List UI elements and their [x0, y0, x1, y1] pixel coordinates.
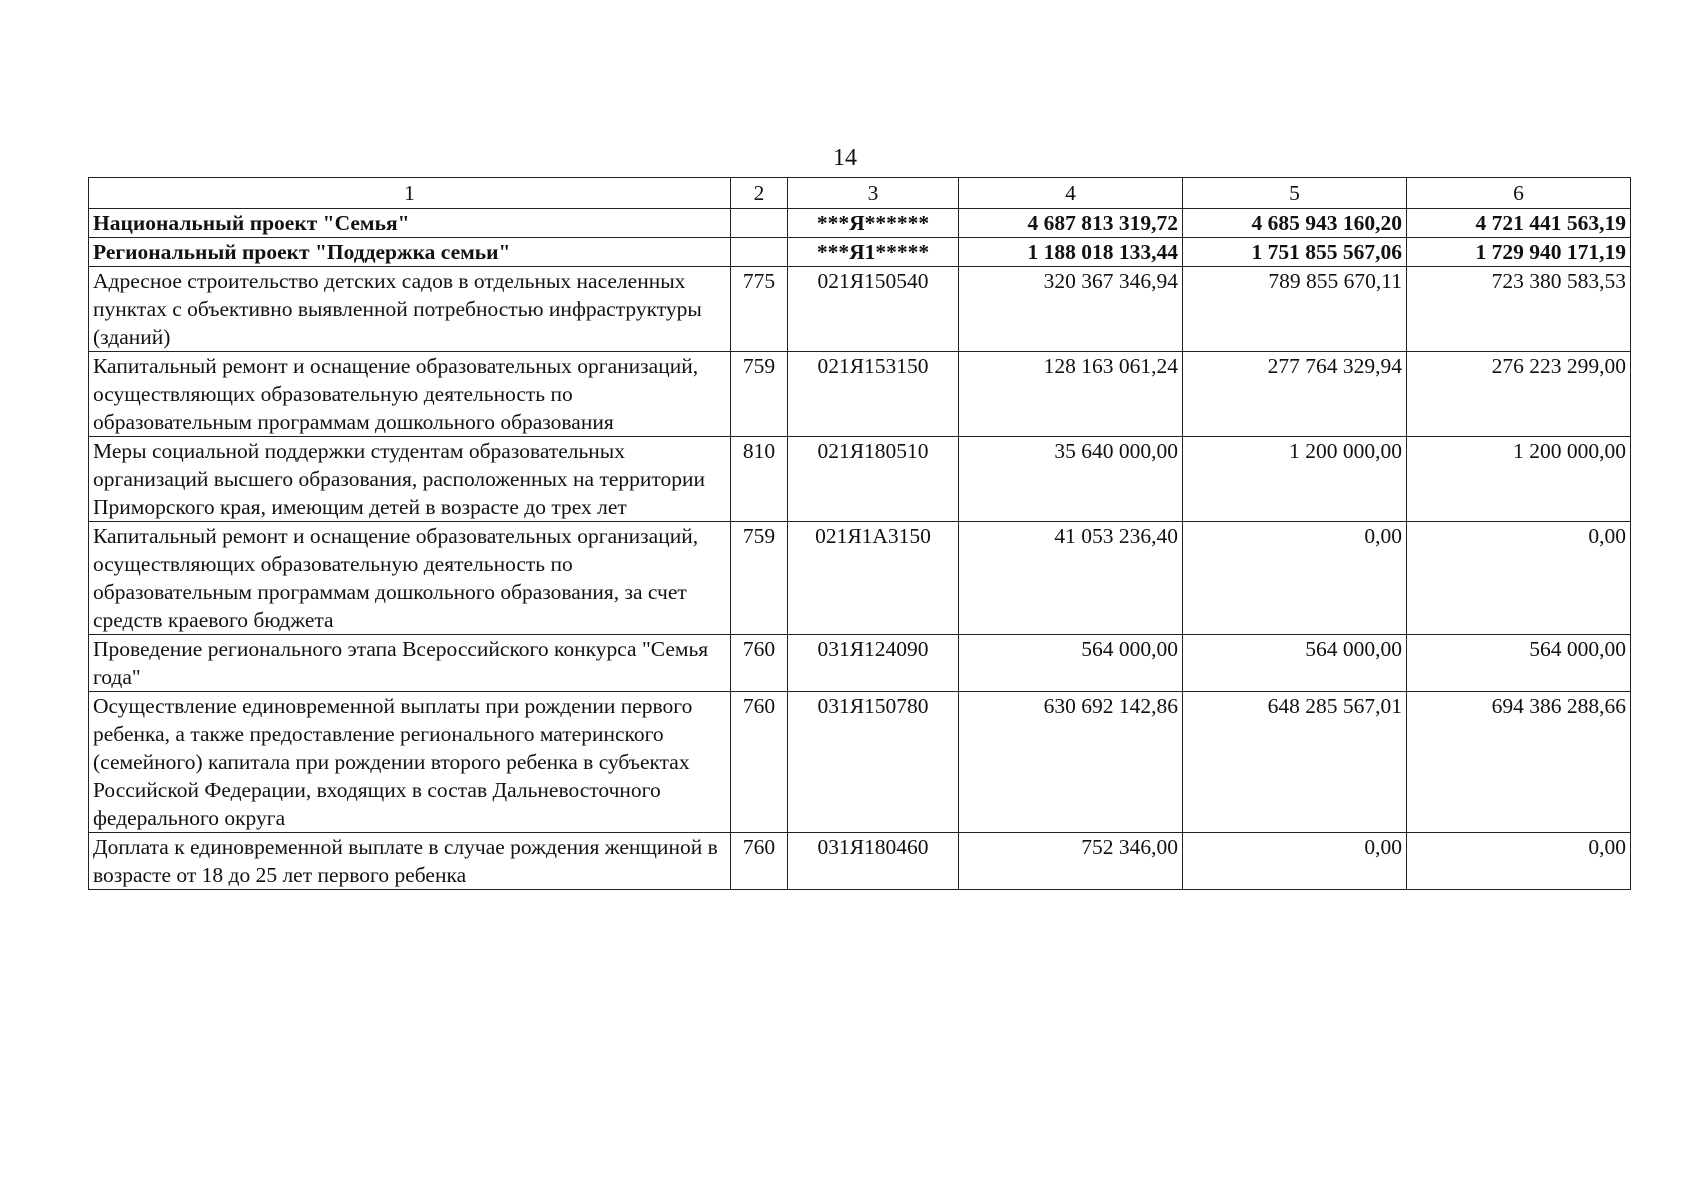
table-row [89, 352, 1631, 437]
row-amount-col5: 1 751 855 567,06 [1183, 238, 1407, 267]
row-amount-col4: 41 053 236,40 [959, 522, 1183, 635]
table-row [89, 437, 1631, 522]
row-target-article: ***Я****** [788, 209, 959, 238]
row-name: Капитальный ремонт и оснащение образовательных организаций, осуществляющих образовательную деятельность по образовательным программам дошкольного образования, за счет средств краевого бюджета [89, 522, 731, 635]
row-amount-col5: 4 685 943 160,20 [1183, 209, 1407, 238]
row-amount-col6: 564 000,00 [1407, 635, 1631, 692]
row-amount-col5: 277 764 329,94 [1183, 352, 1407, 437]
row-amount-col6: 694 386 288,66 [1407, 692, 1631, 833]
row-grbs-code: 810 [731, 437, 788, 522]
row-name: Национальный проект "Семья" [89, 209, 731, 238]
row-grbs-code: 760 [731, 635, 788, 692]
row-name: Капитальный ремонт и оснащение образовательных организаций, осуществляющих образовательную деятельность по образовательным программам дошкольного образования [89, 352, 731, 437]
row-grbs-code [731, 209, 788, 238]
column-header: 3 [788, 178, 959, 209]
row-amount-col5: 789 855 670,11 [1183, 267, 1407, 352]
column-header: 6 [1407, 178, 1631, 209]
row-target-article: 031Я124090 [788, 635, 959, 692]
row-amount-col4: 128 163 061,24 [959, 352, 1183, 437]
row-amount-col5: 564 000,00 [1183, 635, 1407, 692]
row-target-article: 021Я153150 [788, 352, 959, 437]
row-name: Региональный проект "Поддержка семьи" [89, 238, 731, 267]
row-target-article: 031Я150780 [788, 692, 959, 833]
row-amount-col6: 276 223 299,00 [1407, 352, 1631, 437]
row-amount-col4: 35 640 000,00 [959, 437, 1183, 522]
table-header-row [89, 178, 1631, 209]
table-row [89, 692, 1631, 833]
row-amount-col4: 1 188 018 133,44 [959, 238, 1183, 267]
row-amount-col6: 0,00 [1407, 522, 1631, 635]
column-header: 4 [959, 178, 1183, 209]
row-target-article: 021Я1А3150 [788, 522, 959, 635]
row-grbs-code: 759 [731, 352, 788, 437]
row-amount-col4: 320 367 346,94 [959, 267, 1183, 352]
row-grbs-code: 760 [731, 692, 788, 833]
row-name: Проведение регионального этапа Всероссийского конкурса "Семья года" [89, 635, 731, 692]
row-amount-col6: 1 200 000,00 [1407, 437, 1631, 522]
row-name: Адресное строительство детских садов в отдельных населенных пунктах с объективно выявленной потребностью инфраструктуры (зданий) [89, 267, 731, 352]
row-amount-col5: 648 285 567,01 [1183, 692, 1407, 833]
row-name: Меры социальной поддержки студентам образовательных организаций высшего образования, расположенных на территории Приморского края, имеющим детей в возрасте до трех лет [89, 437, 731, 522]
row-amount-col5: 0,00 [1183, 833, 1407, 890]
row-name: Доплата к единовременной выплате в случае рождения женщиной в возрасте от 18 до 25 лет первого ребенка [89, 833, 731, 890]
row-grbs-code: 775 [731, 267, 788, 352]
table-row [89, 267, 1631, 352]
budget-table [88, 177, 1631, 890]
row-amount-col4: 630 692 142,86 [959, 692, 1183, 833]
page-number: 14 [833, 145, 857, 171]
column-header: 1 [89, 178, 731, 209]
column-header: 5 [1183, 178, 1407, 209]
row-amount-col4: 4 687 813 319,72 [959, 209, 1183, 238]
column-header: 2 [731, 178, 788, 209]
row-amount-col6: 4 721 441 563,19 [1407, 209, 1631, 238]
row-grbs-code: 759 [731, 522, 788, 635]
table-row [89, 635, 1631, 692]
row-grbs-code: 760 [731, 833, 788, 890]
row-target-article: ***Я1***** [788, 238, 959, 267]
row-amount-col5: 0,00 [1183, 522, 1407, 635]
table-row [89, 833, 1631, 890]
row-grbs-code [731, 238, 788, 267]
row-target-article: 021Я150540 [788, 267, 959, 352]
row-name: Осуществление единовременной выплаты при рождении первого ребенка, а также предоставление регионального материнского (семейного) капитала при рождении второго ребенка в субъектах Российской Федерации, входящих в состав Дальневосточного федерального округа [89, 692, 731, 833]
row-amount-col6: 1 729 940 171,19 [1407, 238, 1631, 267]
row-amount-col5: 1 200 000,00 [1183, 437, 1407, 522]
row-amount-col6: 0,00 [1407, 833, 1631, 890]
table-row [89, 522, 1631, 635]
row-amount-col6: 723 380 583,53 [1407, 267, 1631, 352]
table-row [89, 238, 1631, 267]
table-row [89, 209, 1631, 238]
row-amount-col4: 752 346,00 [959, 833, 1183, 890]
row-amount-col4: 564 000,00 [959, 635, 1183, 692]
row-target-article: 021Я180510 [788, 437, 959, 522]
row-target-article: 031Я180460 [788, 833, 959, 890]
